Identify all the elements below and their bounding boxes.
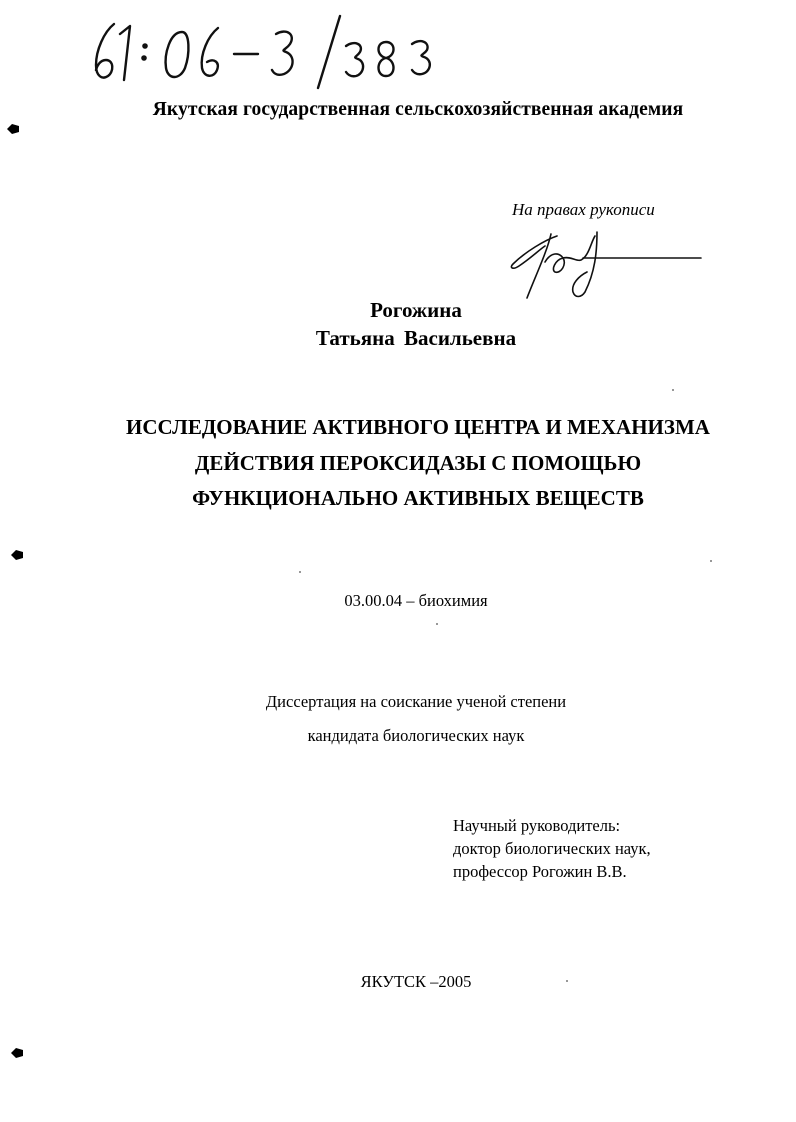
scan-speck bbox=[710, 560, 712, 562]
scan-punch-mark bbox=[10, 548, 24, 562]
title-line: ФУНКЦИОНАЛЬНО АКТИВНЫХ ВЕЩЕСТВ bbox=[192, 486, 644, 510]
supervisor-line: Научный руководитель: bbox=[453, 816, 621, 835]
degree-line: кандидата биологических наук bbox=[307, 726, 525, 745]
supervisor-block bbox=[453, 814, 651, 883]
dissertation-title bbox=[0, 410, 796, 517]
author-surname: Рогожина bbox=[370, 298, 462, 322]
scan-punch-mark bbox=[6, 122, 20, 136]
handwritten-catalog-number bbox=[90, 10, 450, 90]
place-and-year: ЯКУТСК –2005 bbox=[360, 972, 472, 991]
degree-statement bbox=[0, 685, 796, 753]
rights-notice: На правах рукописи bbox=[512, 200, 655, 219]
scan-speck bbox=[672, 389, 674, 391]
scan-speck bbox=[436, 623, 438, 625]
institution-name: Якутская государственная сельскохозяйственная академия bbox=[152, 99, 684, 120]
signature bbox=[505, 222, 705, 307]
author-given-names: Татьяна Васильевна bbox=[315, 326, 517, 350]
title-line: ДЕЙСТВИЯ ПЕРОКСИДАЗЫ С ПОМОЩЬЮ bbox=[194, 450, 642, 475]
title-line: ИССЛЕДОВАНИЕ АКТИВНОГО ЦЕНТРА И МЕХАНИЗМА bbox=[126, 415, 710, 439]
scan-speck bbox=[566, 980, 568, 982]
scan-speck bbox=[299, 571, 301, 573]
supervisor-line: профессор Рогожин В.В. bbox=[453, 862, 627, 881]
specialty-code: 03.00.04 – биохимия bbox=[344, 591, 488, 610]
degree-line: Диссертация на соискание ученой степени bbox=[265, 692, 567, 711]
scan-punch-mark bbox=[10, 1046, 24, 1060]
supervisor-line: доктор биологических наук, bbox=[453, 839, 651, 858]
